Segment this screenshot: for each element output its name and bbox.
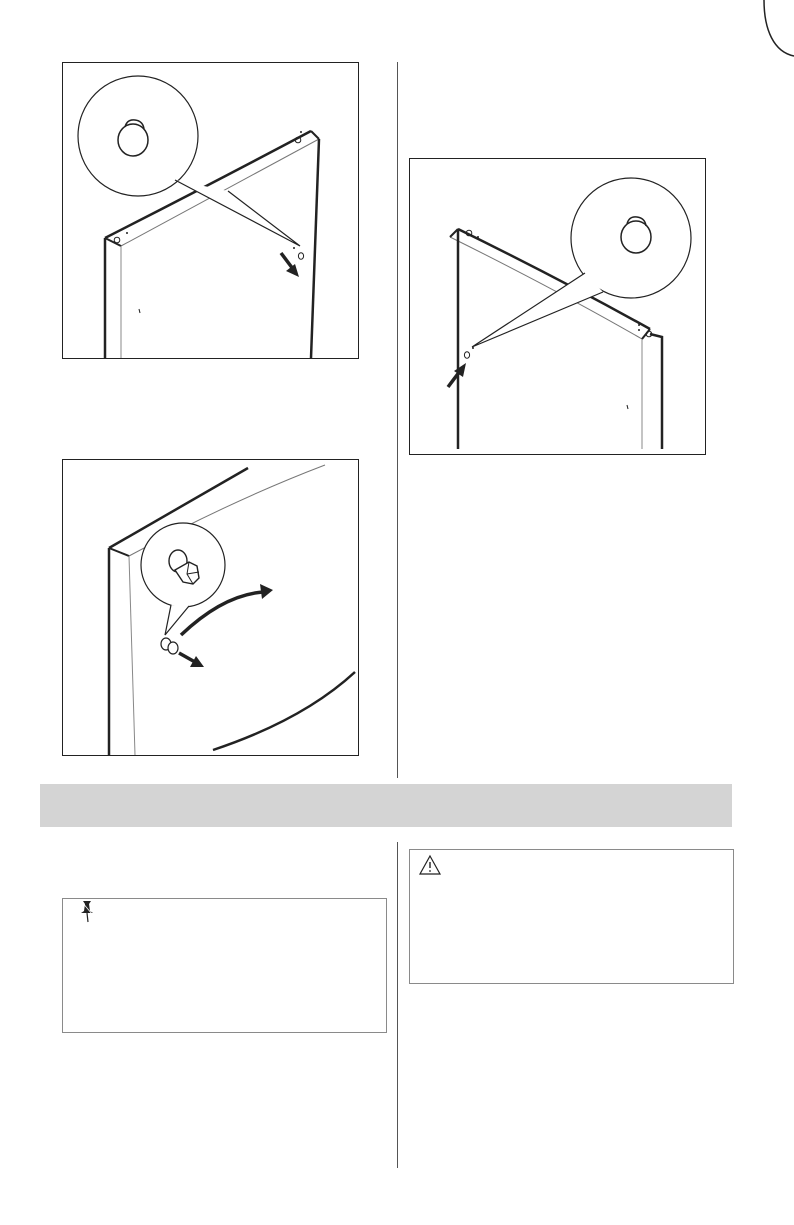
warning-box: [409, 849, 734, 984]
cut-line-marker: [760, 0, 794, 58]
figure-door-pin-removal: [62, 62, 359, 359]
note-box: [62, 898, 387, 1033]
column-divider-bottom: [397, 842, 398, 1168]
figure-door-pin-unscrew: [62, 459, 359, 756]
pushpin-icon: [77, 899, 97, 923]
warning-triangle-icon: [418, 854, 442, 876]
figure-door-pin-insertion: [409, 158, 706, 455]
column-divider-top: [397, 62, 398, 778]
section-heading-band: [40, 784, 732, 827]
